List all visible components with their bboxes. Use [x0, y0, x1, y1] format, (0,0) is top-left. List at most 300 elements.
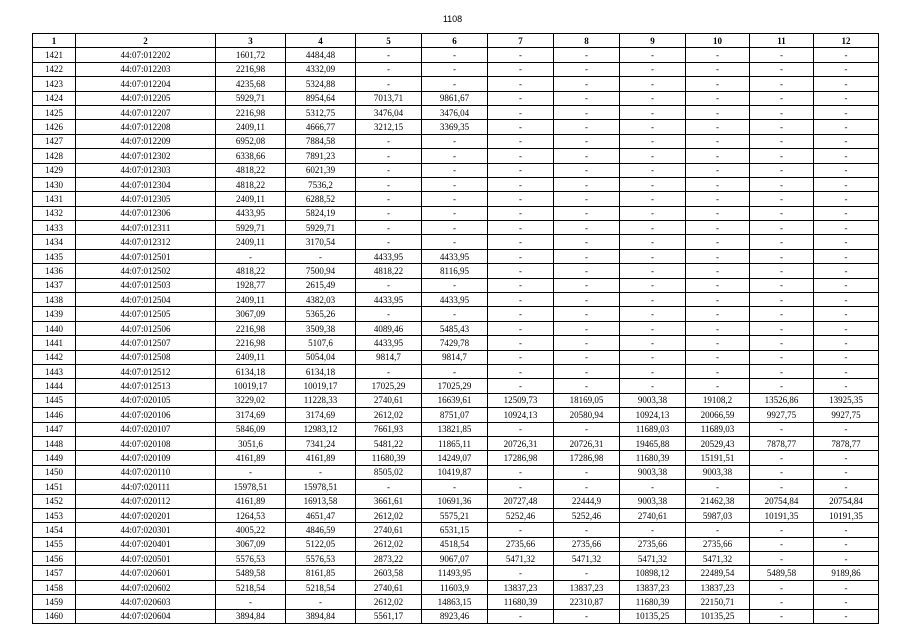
table-cell-col-4: 6134,18	[286, 364, 356, 378]
table-cell-col-4: 3509,38	[286, 321, 356, 335]
table-cell-col-11: -	[750, 307, 814, 321]
table-cell-col-3: 5489,58	[216, 566, 286, 580]
table-cell-col-10: 10135,25	[686, 609, 750, 623]
table-cell-col-2: 44:07:020108	[76, 436, 216, 450]
table-cell-col-12: -	[814, 221, 879, 235]
table-cell-col-2: 44:07:020110	[76, 465, 216, 479]
table-row	[33, 120, 879, 134]
table-cell-col-10: -	[686, 192, 750, 206]
table-cell-col-1: 1454	[33, 523, 76, 537]
table-cell-col-6: -	[422, 221, 488, 235]
table-cell-col-2: 44:07:020105	[76, 393, 216, 407]
table-cell-col-9: -	[620, 77, 686, 91]
table-cell-col-6: 11493,95	[422, 566, 488, 580]
table-row	[33, 408, 879, 422]
table-cell-col-8: 17286,98	[554, 451, 620, 465]
table-cell-col-8: -	[554, 134, 620, 148]
table-cell-col-3: 6338,66	[216, 149, 286, 163]
table-cell-col-11: -	[750, 321, 814, 335]
table-cell-col-7: -	[488, 307, 554, 321]
table-cell-col-9: 2735,66	[620, 537, 686, 551]
table-cell-col-7: -	[488, 609, 554, 623]
table-cell-col-12: 9927,75	[814, 408, 879, 422]
table-cell-col-1: 1452	[33, 494, 76, 508]
table-cell-col-1: 1421	[33, 48, 76, 62]
table-cell-col-11: 13526,86	[750, 393, 814, 407]
table-cell-col-3: 4005,22	[216, 523, 286, 537]
table-cell-col-7: -	[488, 221, 554, 235]
table-row	[33, 48, 879, 62]
table-cell-col-6: -	[422, 77, 488, 91]
table-cell-col-3: 3174,69	[216, 408, 286, 422]
table-cell-col-6: 6531,15	[422, 523, 488, 537]
table-cell-col-6: 10691,36	[422, 494, 488, 508]
table-cell-col-11: -	[750, 134, 814, 148]
column-header-1: 1	[33, 34, 76, 48]
table-cell-col-3: 2409,11	[216, 235, 286, 249]
table-cell-col-3: 5218,54	[216, 580, 286, 594]
table-cell-col-7: -	[488, 422, 554, 436]
table-cell-col-1: 1438	[33, 293, 76, 307]
table-cell-col-8: -	[554, 350, 620, 364]
table-cell-col-8: 22310,87	[554, 595, 620, 609]
table-cell-col-2: 44:07:012501	[76, 249, 216, 263]
table-cell-col-8: -	[554, 77, 620, 91]
table-cell-col-12: -	[814, 595, 879, 609]
table-cell-col-1: 1431	[33, 192, 76, 206]
table-cell-col-11: -	[750, 422, 814, 436]
table-cell-col-5: 2612,02	[356, 508, 422, 522]
table-cell-col-6: 11603,9	[422, 580, 488, 594]
table-cell-col-9: -	[620, 293, 686, 307]
table-cell-col-8: 22444,9	[554, 494, 620, 508]
table-cell-col-8: -	[554, 91, 620, 105]
table-cell-col-1: 1458	[33, 580, 76, 594]
table-cell-col-3: 3067,09	[216, 307, 286, 321]
table-cell-col-7: -	[488, 91, 554, 105]
table-cell-col-1: 1437	[33, 278, 76, 292]
table-cell-col-1: 1456	[33, 552, 76, 566]
table-cell-col-6: -	[422, 62, 488, 76]
table-cell-col-9: -	[620, 379, 686, 393]
table-cell-col-9: -	[620, 192, 686, 206]
table-cell-col-1: 1442	[33, 350, 76, 364]
table-cell-col-1: 1436	[33, 264, 76, 278]
table-cell-col-6: 8751,07	[422, 408, 488, 422]
column-header-4: 4	[286, 34, 356, 48]
table-cell-col-1: 1435	[33, 249, 76, 263]
table-cell-col-6: -	[422, 149, 488, 163]
table-cell-col-3: 4235,68	[216, 77, 286, 91]
table-cell-col-9: 9003,38	[620, 393, 686, 407]
table-cell-col-6: -	[422, 364, 488, 378]
table-cell-col-8: -	[554, 523, 620, 537]
table-cell-col-2: 44:07:020106	[76, 408, 216, 422]
table-cell-col-12: -	[814, 120, 879, 134]
table-cell-col-8: -	[554, 264, 620, 278]
table-cell-col-5: 4433,95	[356, 249, 422, 263]
table-cell-col-2: 44:07:012512	[76, 364, 216, 378]
table-cell-col-10: -	[686, 480, 750, 494]
table-cell-col-4: 7536,2	[286, 177, 356, 191]
table-cell-col-12: -	[814, 206, 879, 220]
table-cell-col-10: -	[686, 235, 750, 249]
table-cell-col-7: -	[488, 249, 554, 263]
table-cell-col-12: -	[814, 177, 879, 191]
table-cell-col-9: -	[620, 480, 686, 494]
table-cell-col-3: -	[216, 595, 286, 609]
table-cell-col-1: 1439	[33, 307, 76, 321]
table-cell-col-7: -	[488, 465, 554, 479]
table-cell-col-12: -	[814, 278, 879, 292]
table-cell-col-12: -	[814, 48, 879, 62]
table-cell-col-8: -	[554, 609, 620, 623]
table-cell-col-6: 17025,29	[422, 379, 488, 393]
table-cell-col-5: 7661,93	[356, 422, 422, 436]
table-cell-col-2: 44:07:012203	[76, 62, 216, 76]
table-cell-col-4: 7891,23	[286, 149, 356, 163]
table-cell-col-10: -	[686, 321, 750, 335]
table-cell-col-12: -	[814, 336, 879, 350]
table-cell-col-8: -	[554, 422, 620, 436]
table-cell-col-10: -	[686, 149, 750, 163]
table-cell-col-9: -	[620, 278, 686, 292]
table-cell-col-11: -	[750, 235, 814, 249]
table-cell-col-6: -	[422, 177, 488, 191]
table-cell-col-7: -	[488, 48, 554, 62]
table-cell-col-9: -	[620, 307, 686, 321]
table-cell-col-5: 2740,61	[356, 523, 422, 537]
table-cell-col-11: -	[750, 379, 814, 393]
table-cell-col-4: -	[286, 249, 356, 263]
table-cell-col-4: -	[286, 595, 356, 609]
table-cell-col-9: -	[620, 321, 686, 335]
table-cell-col-7: -	[488, 77, 554, 91]
table-cell-col-5: 9814,7	[356, 350, 422, 364]
table-row	[33, 264, 879, 278]
table-cell-col-12: -	[814, 149, 879, 163]
table-cell-col-9: 11680,39	[620, 451, 686, 465]
table-cell-col-2: 44:07:012311	[76, 221, 216, 235]
table-cell-col-12: -	[814, 552, 879, 566]
table-cell-col-6: -	[422, 206, 488, 220]
table-cell-col-1: 1448	[33, 436, 76, 450]
table-cell-col-7: -	[488, 177, 554, 191]
column-header-10: 10	[686, 34, 750, 48]
table-row	[33, 523, 879, 537]
table-cell-col-1: 1453	[33, 508, 76, 522]
table-cell-col-12: -	[814, 379, 879, 393]
table-cell-col-4: 10019,17	[286, 379, 356, 393]
table-cell-col-3: 5576,53	[216, 552, 286, 566]
table-cell-col-3: 4161,89	[216, 494, 286, 508]
table-row	[33, 177, 879, 191]
table-cell-col-2: 44:07:020602	[76, 580, 216, 594]
table-cell-col-9: -	[620, 134, 686, 148]
table-cell-col-11: -	[750, 451, 814, 465]
table-cell-col-5: -	[356, 364, 422, 378]
table-cell-col-9: -	[620, 163, 686, 177]
table-cell-col-11: -	[750, 336, 814, 350]
column-header-11: 11	[750, 34, 814, 48]
table-row	[33, 436, 879, 450]
table-cell-col-11: -	[750, 293, 814, 307]
table-cell-col-5: -	[356, 149, 422, 163]
table-row	[33, 293, 879, 307]
table-cell-col-8: -	[554, 149, 620, 163]
table-cell-col-4: 5312,75	[286, 105, 356, 119]
table-cell-col-11: -	[750, 149, 814, 163]
table-cell-col-2: 44:07:012302	[76, 149, 216, 163]
table-cell-col-7: -	[488, 62, 554, 76]
table-cell-col-5: 8505,02	[356, 465, 422, 479]
table-cell-col-1: 1432	[33, 206, 76, 220]
table-cell-col-9: -	[620, 91, 686, 105]
table-cell-col-5: 11680,39	[356, 451, 422, 465]
table-cell-col-10: 22150,71	[686, 595, 750, 609]
table-body	[33, 48, 879, 624]
table-cell-col-1: 1449	[33, 451, 76, 465]
table-cell-col-1: 1441	[33, 336, 76, 350]
table-cell-col-1: 1425	[33, 105, 76, 119]
table-row	[33, 206, 879, 220]
table-cell-col-2: 44:07:020112	[76, 494, 216, 508]
table-cell-col-11: -	[750, 537, 814, 551]
table-cell-col-5: -	[356, 307, 422, 321]
column-header-7: 7	[488, 34, 554, 48]
table-cell-col-2: 44:07:012513	[76, 379, 216, 393]
table-cell-col-7: -	[488, 264, 554, 278]
table-cell-col-2: 44:07:020601	[76, 566, 216, 580]
table-cell-col-7: -	[488, 523, 554, 537]
table-cell-col-5: 2612,02	[356, 595, 422, 609]
table-cell-col-5: -	[356, 206, 422, 220]
table-cell-col-3: 3229,02	[216, 393, 286, 407]
table-cell-col-6: 8116,95	[422, 264, 488, 278]
table-cell-col-11: -	[750, 580, 814, 594]
table-cell-col-1: 1460	[33, 609, 76, 623]
table-cell-col-3: 10019,17	[216, 379, 286, 393]
table-cell-col-3: 2409,11	[216, 192, 286, 206]
table-cell-col-4: 5365,26	[286, 307, 356, 321]
table-cell-col-4: 4666,77	[286, 120, 356, 134]
table-cell-col-3: 4818,22	[216, 163, 286, 177]
table-cell-col-8: -	[554, 321, 620, 335]
table-cell-col-11: -	[750, 62, 814, 76]
table-cell-col-7: -	[488, 192, 554, 206]
column-header-8: 8	[554, 34, 620, 48]
table-row	[33, 465, 879, 479]
table-cell-col-10: 21462,38	[686, 494, 750, 508]
table-cell-col-7: -	[488, 364, 554, 378]
table-cell-col-10: -	[686, 336, 750, 350]
table-cell-col-12: -	[814, 537, 879, 551]
table-row	[33, 134, 879, 148]
table-cell-col-8: -	[554, 364, 620, 378]
table-cell-col-4: 11228,33	[286, 393, 356, 407]
table-row	[33, 307, 879, 321]
table-cell-col-11: 20754,84	[750, 494, 814, 508]
table-cell-col-4: 5218,54	[286, 580, 356, 594]
table-cell-col-7: 5252,46	[488, 508, 554, 522]
table-cell-col-6: 5485,43	[422, 321, 488, 335]
table-cell-col-11: -	[750, 206, 814, 220]
table-cell-col-12: -	[814, 480, 879, 494]
table-cell-col-11: -	[750, 249, 814, 263]
table-cell-col-11: 10191,35	[750, 508, 814, 522]
table-cell-col-2: 44:07:012207	[76, 105, 216, 119]
header-row	[33, 34, 879, 48]
table-row	[33, 105, 879, 119]
table-cell-col-8: -	[554, 480, 620, 494]
table-cell-col-1: 1443	[33, 364, 76, 378]
table-cell-col-11: -	[750, 552, 814, 566]
table-cell-col-1: 1434	[33, 235, 76, 249]
table-cell-col-10: -	[686, 177, 750, 191]
table-cell-col-2: 44:07:012507	[76, 336, 216, 350]
table-cell-col-4: 7341,24	[286, 436, 356, 450]
table-cell-col-2: 44:07:012204	[76, 77, 216, 91]
table-cell-col-12: -	[814, 523, 879, 537]
table-cell-col-7: 17286,98	[488, 451, 554, 465]
table-cell-col-10: 20529,43	[686, 436, 750, 450]
table-cell-col-3: 4818,22	[216, 264, 286, 278]
table-cell-col-8: -	[554, 163, 620, 177]
table-cell-col-6: -	[422, 48, 488, 62]
table-cell-col-6: 4433,95	[422, 249, 488, 263]
table-cell-col-6: 9067,07	[422, 552, 488, 566]
table-cell-col-11: -	[750, 48, 814, 62]
table-row	[33, 508, 879, 522]
table-cell-col-9: 11689,03	[620, 422, 686, 436]
table-cell-col-7: -	[488, 120, 554, 134]
table-cell-col-3: 3051,6	[216, 436, 286, 450]
table-cell-col-12: -	[814, 77, 879, 91]
table-row	[33, 163, 879, 177]
table-cell-col-4: 5824,19	[286, 206, 356, 220]
table-cell-col-7: 20726,31	[488, 436, 554, 450]
table-cell-col-1: 1433	[33, 221, 76, 235]
table-row	[33, 566, 879, 580]
table-cell-col-8: -	[554, 221, 620, 235]
table-cell-col-9: -	[620, 177, 686, 191]
table-cell-col-1: 1423	[33, 77, 76, 91]
table-cell-col-10: 2735,66	[686, 537, 750, 551]
table-cell-col-12: -	[814, 465, 879, 479]
table-cell-col-6: 3476,04	[422, 105, 488, 119]
table-cell-col-3: 2409,11	[216, 350, 286, 364]
table-row	[33, 336, 879, 350]
table-cell-col-10: 11689,03	[686, 422, 750, 436]
table-cell-col-10: -	[686, 278, 750, 292]
table-row	[33, 537, 879, 551]
table-cell-col-1: 1457	[33, 566, 76, 580]
table-cell-col-1: 1455	[33, 537, 76, 551]
table-row	[33, 77, 879, 91]
table-row	[33, 350, 879, 364]
table-cell-col-9: -	[620, 523, 686, 537]
table-cell-col-11: -	[750, 350, 814, 364]
table-cell-col-2: 44:07:012205	[76, 91, 216, 105]
table-cell-col-4: 6021,39	[286, 163, 356, 177]
table-cell-col-2: 44:07:020603	[76, 595, 216, 609]
table-cell-col-5: -	[356, 48, 422, 62]
column-header-3: 3	[216, 34, 286, 48]
table-cell-col-6: 13821,85	[422, 422, 488, 436]
table-cell-col-5: 3661,61	[356, 494, 422, 508]
table-cell-col-7: -	[488, 134, 554, 148]
table-cell-col-3: 5929,71	[216, 221, 286, 235]
table-cell-col-6: -	[422, 480, 488, 494]
table-cell-col-1: 1459	[33, 595, 76, 609]
table-cell-col-2: 44:07:020107	[76, 422, 216, 436]
table-cell-col-4: 3174,69	[286, 408, 356, 422]
table-cell-col-1: 1447	[33, 422, 76, 436]
table-cell-col-8: -	[554, 206, 620, 220]
column-header-5: 5	[356, 34, 422, 48]
table-cell-col-3: 5929,71	[216, 91, 286, 105]
table-cell-col-11: -	[750, 609, 814, 623]
table-cell-col-12: -	[814, 422, 879, 436]
table-cell-col-10: -	[686, 293, 750, 307]
table-cell-col-4: 3894,84	[286, 609, 356, 623]
table-cell-col-1: 1427	[33, 134, 76, 148]
table-cell-col-8: -	[554, 307, 620, 321]
table-cell-col-2: 44:07:020109	[76, 451, 216, 465]
table-cell-col-12: -	[814, 192, 879, 206]
table-cell-col-9: -	[620, 62, 686, 76]
table-cell-col-2: 44:07:012506	[76, 321, 216, 335]
table-cell-col-12: -	[814, 91, 879, 105]
table-cell-col-12: -	[814, 293, 879, 307]
table-cell-col-10: -	[686, 264, 750, 278]
table-cell-col-11: -	[750, 364, 814, 378]
table-cell-col-3: 1264,53	[216, 508, 286, 522]
table-cell-col-10: -	[686, 105, 750, 119]
table-cell-col-11: -	[750, 595, 814, 609]
table-cell-col-12: -	[814, 307, 879, 321]
table-cell-col-8: -	[554, 192, 620, 206]
table-cell-col-9: 10135,25	[620, 609, 686, 623]
table-cell-col-10: -	[686, 221, 750, 235]
table-cell-col-10: -	[686, 364, 750, 378]
table-cell-col-11: -	[750, 465, 814, 479]
table-cell-col-2: 44:07:020201	[76, 508, 216, 522]
table-cell-col-3: -	[216, 465, 286, 479]
table-cell-col-1: 1451	[33, 480, 76, 494]
table-cell-col-3: 1601,72	[216, 48, 286, 62]
table-cell-col-6: 4433,95	[422, 293, 488, 307]
table-cell-col-9: 19465,88	[620, 436, 686, 450]
table-cell-col-4: 5576,53	[286, 552, 356, 566]
table-cell-col-8: -	[554, 105, 620, 119]
table-row	[33, 278, 879, 292]
table-cell-col-4: 16913,58	[286, 494, 356, 508]
table-cell-col-4: 8161,85	[286, 566, 356, 580]
table-cell-col-4: 4651,47	[286, 508, 356, 522]
table-cell-col-10: 9003,38	[686, 465, 750, 479]
table-cell-col-2: 44:07:012305	[76, 192, 216, 206]
table-cell-col-2: 44:07:012303	[76, 163, 216, 177]
table-cell-col-8: -	[554, 235, 620, 249]
table-cell-col-12: 20754,84	[814, 494, 879, 508]
table-cell-col-9: 5471,32	[620, 552, 686, 566]
table-cell-col-10: -	[686, 48, 750, 62]
table-cell-col-12: -	[814, 62, 879, 76]
table-cell-col-5: 2873,22	[356, 552, 422, 566]
table-cell-col-4: 5054,04	[286, 350, 356, 364]
table-cell-col-9: -	[620, 235, 686, 249]
